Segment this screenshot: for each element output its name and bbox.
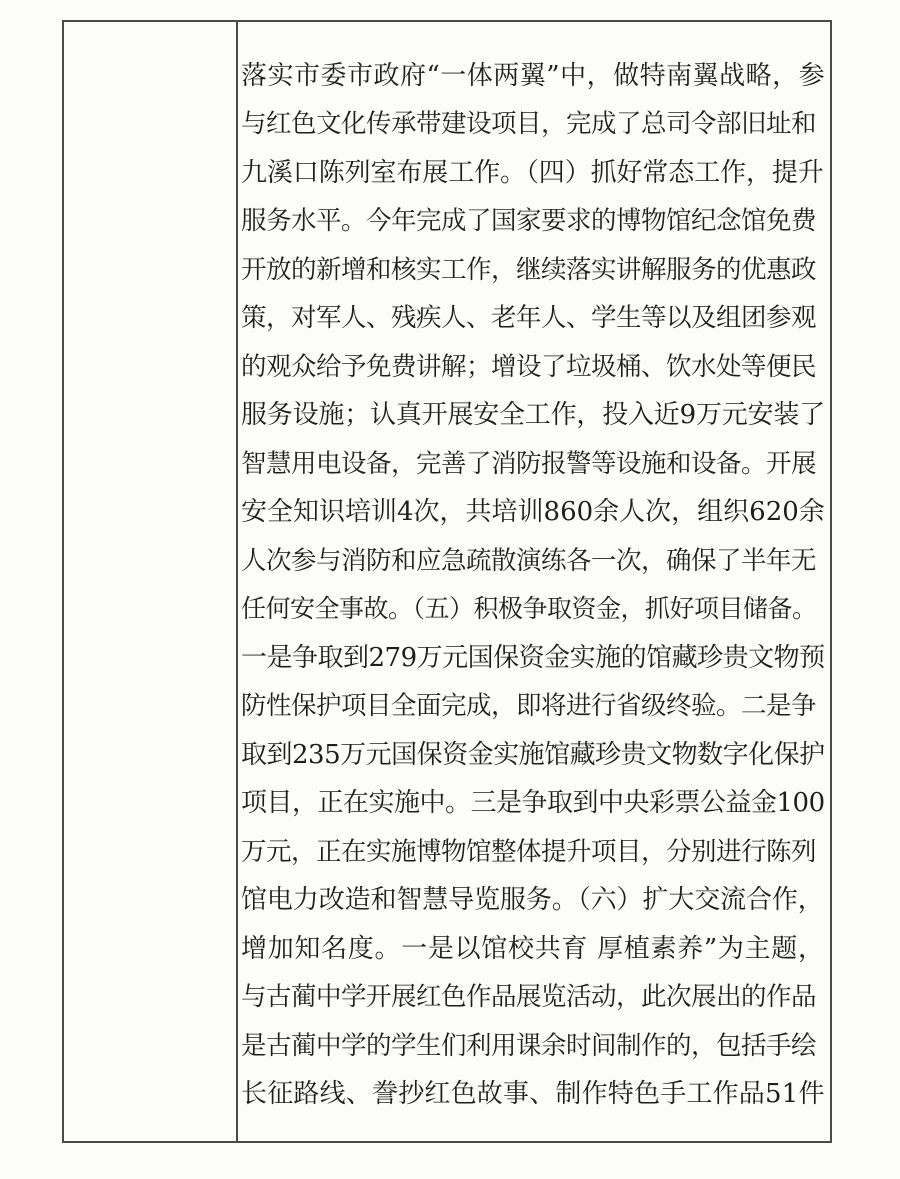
text-line-7: 的观众给予免费讲解；增设了垃圾桶、饮水处等便民 [241, 352, 817, 382]
text-line-22: 长征路线、誊抄红色故事、制作特色手工作品51件 [241, 1079, 825, 1109]
text-line-2: 与红色文化传承带建设项目，完成了总司令部旧址和 [241, 109, 817, 139]
table-frame [62, 20, 832, 1143]
text-line-5: 开放的新增和核实工作，继续落实讲解服务的优惠政 [241, 255, 817, 285]
text-line-18: 馆电力改造和智慧导览服务。（六）扩大交流合作， [241, 885, 824, 915]
text-line-3: 九溪口陈列室布展工作。（四）抓好常态工作，提升 [241, 158, 824, 188]
table-right-cell [238, 22, 830, 1141]
text-line-10: 安全知识培训4次，共培训860余人次，组织620余 [241, 497, 825, 527]
text-line-8: 服务设施；认真开展安全工作，投入近9万元安装了 [241, 400, 825, 430]
text-line-15: 取到235万元国保资金实施馆藏珍贵文物数字化保护 [241, 740, 825, 770]
text-line-13: 一是争取到279万元国保资金实施的馆藏珍贵文物预 [241, 643, 825, 673]
text-line-6: 策，对军人、残疾人、老年人、学生等以及组团参观 [241, 303, 817, 333]
text-line-1: 落实市委市政府“一体两翼”中，做特南翼战略，参 [241, 61, 826, 91]
text-line-12: 任何安全事故。（五）积极争取资金，抓好项目储备。 [241, 594, 817, 623]
text-line-17: 万元，正在实施博物馆整体提升项目，分别进行陈列 [241, 837, 817, 867]
text-line-11: 人次参与消防和应急疏散演练各一次，确保了半年无 [241, 546, 817, 576]
text-line-16: 项目，正在实施中。三是争取到中央彩票公益金100 [241, 788, 825, 818]
text-line-21: 是古蔺中学的学生们利用课余时间制作的，包括手绘 [241, 1031, 817, 1061]
text-line-19: 增加知名度。一是以馆校共育 厚植素养”为主题， [241, 934, 825, 964]
text-line-20: 与古蔺中学开展红色作品展览活动，此次展出的作品 [241, 982, 817, 1012]
text-line-4: 服务水平。今年完成了国家要求的博物馆纪念馆免费 [241, 206, 817, 236]
text-line-14: 防性保护项目全面完成，即将进行省级终验。二是争 [241, 691, 817, 721]
table-left-cell [64, 22, 238, 1141]
text-line-9: 智慧用电设备，完善了消防报警等设施和设备。开展 [241, 449, 817, 479]
